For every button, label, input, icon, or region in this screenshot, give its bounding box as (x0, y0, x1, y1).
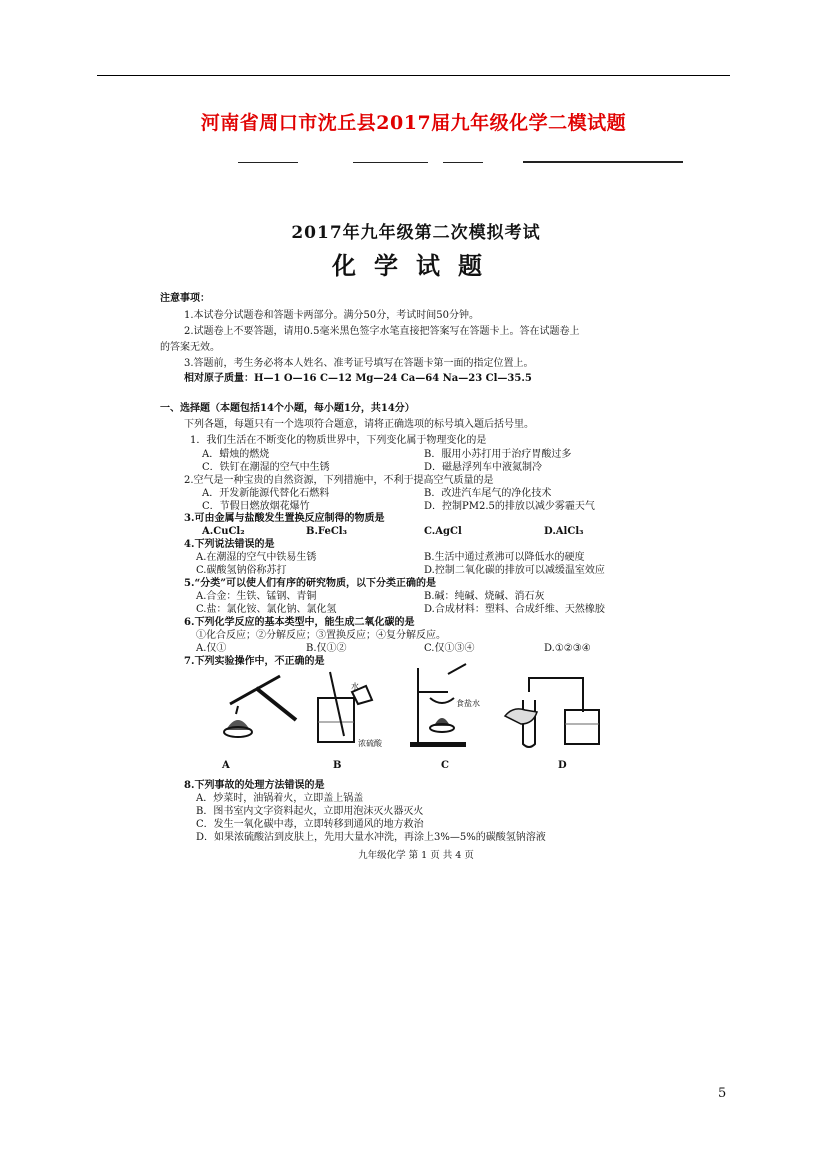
option-a: A.在潮湿的空气中铁易生锈 (196, 552, 317, 563)
option-a: A.CuCl₂ (202, 526, 245, 537)
question-stem: 5.“分类”可以使人们有序的研究物质，以下分类正确的是 (184, 578, 436, 589)
subject-title: 化学试题 (332, 251, 500, 280)
atomic-mass-line: 相对原子质量：H—1 O—16 C—12 Mg—24 Ca—64 Na—23 Cl—35.5 (184, 373, 532, 384)
option-b: B.碱：纯碱、烧碱、消石灰 (424, 591, 545, 602)
option-d: D．磁悬浮列车中液氮制冷 (424, 462, 543, 473)
option-c: C．节假日燃放烟花爆竹 (202, 501, 310, 512)
top-rule (97, 75, 730, 76)
apparatus-a-illustration (216, 670, 306, 745)
option-d: D.①②③④ (544, 643, 591, 654)
question-stem: 1．我们生活在不断变化的物质世界中，下列变化属于物理变化的是 (190, 435, 487, 446)
option-d: D.AlCl₃ (544, 526, 584, 537)
question-stem: 8.下列事故的处理方法错误的是 (184, 780, 325, 791)
option-d: D.合成材料：塑料、合成纤维、天然橡胶 (424, 604, 605, 615)
option-d: D.控制二氧化碳的排放可以减缓温室效应 (424, 565, 605, 576)
notice-line: 的答案无效。 (160, 342, 220, 353)
exam-title: 2017年九年级第二次模拟考试 (291, 223, 541, 243)
option-c: C.盐：氯化铵、氯化钠、氯化氢 (196, 604, 337, 615)
question-stem: 3.可由金属与盐酸发生置换反应制得的物质是 (184, 513, 385, 524)
question-stem: 7.下列实验操作中，不正确的是 (184, 656, 325, 667)
question-line: ①化合反应；②分解反应；③置换反应；④复分解反应。 (196, 630, 446, 641)
question-stem: 6.下列化学反应的基本类型中，能生成二氧化碳的是 (184, 617, 415, 628)
option-b: B.仅①② (306, 643, 347, 654)
option-a: A．蜡烛的燃烧 (202, 449, 270, 460)
option-b: B．改进汽车尾气的净化技术 (424, 488, 552, 499)
label-salt-water: 食盐水 (456, 699, 480, 708)
scanned-exam-page (148, 150, 684, 880)
question-stem: 2.空气是一种宝贵的自然资源，下列措施中，不利于提高空气质量的是 (184, 475, 494, 486)
scan-mark (443, 162, 483, 163)
option-c: C (441, 760, 449, 771)
option-d: D (558, 760, 567, 771)
apparatus-d-illustration (503, 670, 618, 750)
section-title: 一、选择题（本题包括14个小题，每小题1分，共14分） (160, 403, 415, 414)
option-c: C．铁钉在潮湿的空气中生锈 (202, 462, 330, 473)
apparatus-c-illustration (408, 662, 498, 752)
option-d: D．控制PM2.5的排放以减少雾霾天气 (424, 501, 595, 512)
option-a: A．开发新能源代替化石燃料 (202, 488, 330, 499)
notice-line: 1.本试卷分试题卷和答题卡两部分。满分50分，考试时间50分钟。 (184, 310, 479, 321)
option-b: B．服用小苏打用于治疗胃酸过多 (424, 449, 572, 460)
option-a: A．炒菜时，油锅着火，立即盖上锅盖 (196, 793, 364, 804)
option-a: A.合金：生铁、锰钢、青铜 (196, 591, 317, 602)
option-c: C.仅①③④ (424, 643, 475, 654)
question-stem: 4.下列说法错误的是 (184, 539, 275, 550)
document-title: 河南省周口市沈丘县2017届九年级化学二模试题 (200, 112, 627, 134)
label-concentrated-acid: 浓硫酸 (358, 739, 382, 748)
scan-mark (238, 162, 298, 163)
notice-heading: 注意事项： (160, 293, 210, 304)
notice-line: 2.试题卷上不要答题，请用0.5毫米黑色签字水笔直接把答案写在答题卡上。答在试题卷上 (184, 326, 580, 337)
option-b: B．图书室内文字资料起火，立即用泡沫灭火器灭火 (196, 806, 424, 817)
option-c: C.AgCl (424, 526, 462, 537)
scan-mark (523, 161, 683, 163)
scan-mark (353, 162, 428, 163)
option-a: A.仅① (196, 643, 227, 654)
option-c: C.碳酸氢钠俗称苏打 (196, 565, 287, 576)
option-d: D．如果浓硫酸沾到皮肤上，先用大量水冲洗，再涂上3%—5%的碳酸氢钠溶液 (196, 832, 546, 843)
page-number: 5 (718, 1086, 727, 1101)
option-b: B.生活中通过煮沸可以降低水的硬度 (424, 552, 585, 563)
exam-footer: 九年级化学 第 1 页 共 4 页 (358, 850, 474, 861)
option-c: C．发生一氧化碳中毒，立即转移到通风的地方救治 (196, 819, 424, 830)
option-a: A (222, 760, 230, 771)
option-b: B (333, 760, 342, 771)
notice-line: 3.答题前，考生务必将本人姓名、准考证号填写在答题卡第一面的指定位置上。 (184, 358, 534, 369)
label-water: 水 (351, 682, 359, 691)
option-b: B.FeCl₃ (306, 526, 347, 537)
section-instruction: 下列各题，每题只有一个选项符合题意，请将正确选项的标号填入题后括号里。 (184, 419, 534, 430)
